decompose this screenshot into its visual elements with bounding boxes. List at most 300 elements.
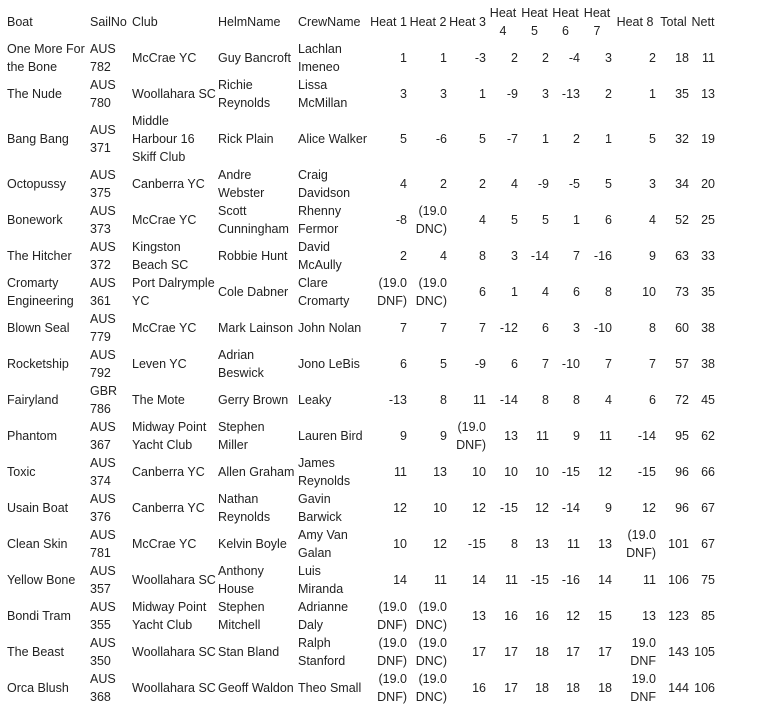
cell-heat-4: 16 [504,609,518,623]
cell-heat-6: 1 [573,213,580,227]
cell-club: Kingston Beach SC [132,240,189,272]
cell-heat-4: 4 [511,177,518,191]
cell-nett: 85 [701,609,715,623]
cell-crew-name: Rhenny Fermor [298,204,342,236]
cell-heat-7: 11 [599,429,612,443]
cell-heat-2: -6 [435,132,447,146]
cell-heat-6: 12 [566,609,580,623]
cell-boat: One More For the Bone [7,42,85,74]
cell-heat-5: 18 [535,681,549,695]
cell-nett: 66 [701,465,715,479]
results-table [6,4,716,706]
cell-nett: 13 [701,87,715,101]
cell-heat-5: -14 [530,249,549,263]
column-header-heat-5: Heat 5 [521,6,548,38]
cell-heat-6: -13 [561,87,580,101]
cell-heat-1: 2 [400,249,407,263]
cell-heat-7: 8 [605,285,612,299]
cell-crew-name: Craig Davidson [298,168,351,200]
cell-nett: 75 [701,573,715,587]
table-row [6,670,716,706]
cell-sail-no: AUS 782 [90,42,116,74]
cell-crew-name: Clare Cromarty [298,276,350,308]
cell-heat-8: 1 [649,87,656,101]
cell-heat-2: (19.0 DNC) [415,204,447,236]
cell-heat-8: 12 [642,501,656,515]
column-header-heat-4: Heat 4 [489,6,517,38]
cell-heat-4: 11 [505,573,518,587]
cell-nett: 45 [701,393,715,407]
cell-heat-6: 3 [573,321,580,335]
cell-heat-3: 1 [479,87,486,101]
cell-crew-name: Amy Van Galan [298,528,348,560]
cell-heat-5: 13 [535,537,549,551]
cell-boat: Usain Boat [7,501,69,515]
cell-helm-name: Gerry Brown [218,393,289,407]
cell-crew-name: Luis Miranda [298,564,344,596]
column-header-total: Total [660,15,687,29]
cell-heat-2: 9 [440,429,447,443]
cell-heat-8: 6 [649,393,656,407]
cell-boat: Octopussy [7,177,67,191]
cell-crew-name: Lachlan Imeneo [298,42,342,74]
cell-helm-name: Cole Dabner [218,285,289,299]
cell-heat-1: 6 [400,357,407,371]
cell-nett: 67 [701,537,715,551]
cell-heat-3: 16 [472,681,486,695]
cell-heat-6: 7 [573,249,580,263]
cell-total: 144 [668,681,689,695]
cell-sail-no: AUS 350 [90,636,116,668]
cell-heat-7: -16 [593,249,612,263]
cell-crew-name: Jono LeBis [298,357,360,371]
cell-sail-no: AUS 371 [90,123,116,155]
cell-heat-8: 7 [649,357,656,371]
cell-heat-7: 9 [605,501,612,515]
cell-boat: Bang Bang [7,132,69,146]
cell-helm-name: Kelvin Boyle [218,537,287,551]
cell-heat-7: 14 [598,573,612,587]
cell-sail-no: GBR 786 [90,384,118,416]
cell-heat-2: 8 [440,393,447,407]
cell-heat-4: 17 [504,645,518,659]
cell-boat: The Beast [7,645,64,659]
cell-total: 106 [668,573,689,587]
cell-heat-3: 10 [472,465,486,479]
table-row [6,634,716,670]
cell-helm-name: Stan Bland [218,645,280,659]
cell-heat-1: 14 [393,573,407,587]
cell-heat-4: -12 [499,321,518,335]
table-row [6,112,716,166]
cell-heat-5: 3 [542,87,549,101]
cell-heat-3: -15 [467,537,486,551]
cell-crew-name: David McAully [298,240,342,272]
cell-sail-no: AUS 367 [90,420,116,452]
cell-heat-3: 7 [479,321,486,335]
cell-helm-name: Mark Lainson [218,321,294,335]
cell-club: McCrae YC [132,537,197,551]
cell-crew-name: Leaky [298,393,332,407]
cell-helm-name: Nathan Reynolds [218,492,271,524]
cell-total: 101 [668,537,689,551]
table-row [6,238,716,274]
cell-sail-no: AUS 376 [90,492,116,524]
cell-club: Woollahara SC [132,645,216,659]
cell-heat-1: 10 [393,537,407,551]
cell-nett: 20 [701,177,715,191]
cell-sail-no: AUS 375 [90,168,116,200]
cell-heat-8: 4 [649,213,656,227]
column-header-heat-7: Heat 7 [583,6,611,38]
cell-helm-name: Richie Reynolds [218,78,271,110]
cell-heat-3: 6 [479,285,486,299]
cell-helm-name: Anthony House [218,564,264,596]
cell-heat-2: (19.0 DNC) [415,672,447,704]
cell-heat-8: 10 [642,285,656,299]
cell-heat-5: 5 [542,213,549,227]
cell-heat-1: 9 [400,429,407,443]
cell-heat-8: 5 [649,132,656,146]
cell-heat-8: 13 [642,609,656,623]
cell-heat-1: 3 [400,87,407,101]
cell-heat-7: -10 [593,321,612,335]
cell-sail-no: AUS 368 [90,672,116,704]
cell-heat-6: -14 [561,501,580,515]
cell-total: 52 [675,213,689,227]
cell-heat-5: 7 [542,357,549,371]
cell-heat-6: 11 [567,537,580,551]
cell-heat-4: 5 [511,213,518,227]
cell-heat-4: 8 [511,537,518,551]
cell-crew-name: Alice Walker [298,132,367,146]
cell-heat-3: 17 [472,645,486,659]
column-header-heat-1: Heat 1 [370,15,407,29]
cell-heat-2: (19.0 DNC) [415,636,447,668]
cell-boat: The Nude [7,87,62,101]
cell-heat-4: 6 [511,357,518,371]
cell-helm-name: Scott Cunningham [218,204,289,236]
cell-nett: 33 [701,249,715,263]
column-header-heat-8: Heat 8 [616,15,654,29]
cell-helm-name: Allen Graham [218,465,295,479]
table-row [6,274,716,310]
column-header-heat-3: Heat 3 [449,15,486,29]
cell-club: Leven YC [132,357,187,371]
cell-total: 35 [675,87,689,101]
cell-heat-6: 2 [573,132,580,146]
cell-heat-5: 8 [542,393,549,407]
cell-club: Woollahara SC [132,87,216,101]
cell-club: Midway Point Yacht Club [132,420,207,452]
cell-crew-name: Gavin Barwick [298,492,342,524]
cell-total: 63 [675,249,689,263]
cell-heat-6: -5 [568,177,580,191]
cell-boat: Clean Skin [7,537,68,551]
table-row [6,454,716,490]
cell-heat-8: 8 [649,321,656,335]
cell-heat-7: 4 [605,393,612,407]
cell-boat: Phantom [7,429,58,443]
cell-heat-2: 2 [440,177,447,191]
cell-heat-8: 11 [643,573,656,587]
cell-heat-1: (19.0 DNF) [377,276,407,308]
cell-heat-3: 13 [472,609,486,623]
column-header-helmname: HelmName [218,15,281,29]
cell-sail-no: AUS 373 [90,204,116,236]
cell-boat: Toxic [7,465,36,479]
cell-heat-5: 2 [542,51,549,65]
cell-boat: Fairyland [7,393,59,407]
cell-crew-name: Lauren Bird [298,429,363,443]
cell-heat-7: 7 [605,357,612,371]
cell-heat-5: 10 [535,465,549,479]
cell-boat: Blown Seal [7,321,70,335]
cell-sail-no: AUS 372 [90,240,116,272]
cell-heat-6: 9 [573,429,580,443]
cell-heat-6: -15 [561,465,580,479]
table-row [6,526,716,562]
cell-nett: 38 [701,357,715,371]
cell-heat-5: 18 [535,645,549,659]
cell-sail-no: AUS 780 [90,78,116,110]
table-row [6,562,716,598]
cell-helm-name: Rick Plain [218,132,274,146]
cell-helm-name: Geoff Waldon [218,681,294,695]
cell-heat-4: 3 [511,249,518,263]
cell-heat-7: 18 [598,681,612,695]
cell-crew-name: Adrianne Daly [298,600,349,632]
cell-club: McCrae YC [132,213,197,227]
cell-crew-name: James Reynolds [298,456,351,488]
cell-heat-1: -8 [395,213,407,227]
cell-heat-4: -14 [499,393,518,407]
table-row [6,40,716,76]
table-row [6,598,716,634]
cell-heat-5: -15 [530,573,549,587]
cell-total: 96 [675,501,689,515]
table-row [6,490,716,526]
cell-heat-8: -15 [637,465,656,479]
cell-crew-name: Ralph Stanford [298,636,346,668]
cell-heat-5: 11 [536,429,549,443]
cell-heat-2: 11 [434,573,447,587]
cell-heat-8: 3 [649,177,656,191]
cell-total: 32 [675,132,689,146]
cell-total: 60 [675,321,689,335]
cell-total: 57 [675,357,689,371]
cell-heat-5: 4 [542,285,549,299]
cell-heat-7: 13 [598,537,612,551]
cell-total: 143 [668,645,689,659]
cell-nett: 35 [701,285,715,299]
cell-nett: 25 [701,213,715,227]
cell-heat-8: 2 [649,51,656,65]
cell-heat-3: -3 [474,51,486,65]
cell-heat-3: -9 [474,357,486,371]
cell-heat-4: 2 [511,51,518,65]
cell-heat-5: -9 [537,177,549,191]
cell-heat-1: (19.0 DNF) [377,672,407,704]
cell-heat-7: 15 [598,609,612,623]
table-row [6,166,716,202]
cell-heat-5: 1 [542,132,549,146]
cell-crew-name: Theo Small [298,681,362,695]
cell-heat-7: 17 [598,645,612,659]
cell-heat-4: -9 [506,87,518,101]
cell-heat-8: -14 [637,429,656,443]
cell-club: McCrae YC [132,51,197,65]
cell-heat-7: 6 [605,213,612,227]
cell-heat-3: 4 [479,213,486,227]
cell-boat: Cromarty Engineering [7,276,74,308]
cell-heat-1: 12 [393,501,407,515]
results-body [6,40,716,706]
cell-boat: Rocketship [7,357,69,371]
column-header-boat: Boat [7,15,33,29]
cell-crew-name: Lissa McMillan [298,78,348,110]
cell-heat-1: (19.0 DNF) [377,600,407,632]
cell-heat-3: 12 [472,501,486,515]
table-row [6,202,716,238]
column-header-heat-6: Heat 6 [552,6,579,38]
table-row [6,76,716,112]
cell-heat-2: 1 [440,51,447,65]
cell-heat-4: -7 [506,132,518,146]
cell-heat-1: 1 [400,51,407,65]
column-header-heat-2: Heat 2 [409,15,447,29]
table-row [6,310,716,346]
cell-nett: 62 [701,429,715,443]
cell-helm-name: Adrian Beswick [218,348,264,380]
column-header-club: Club [132,15,158,29]
cell-total: 34 [675,177,689,191]
cell-heat-2: 7 [440,321,447,335]
cell-heat-4: -15 [499,501,518,515]
cell-total: 18 [675,51,689,65]
cell-sail-no: AUS 374 [90,456,116,488]
cell-boat: Yellow Bone [7,573,76,587]
cell-heat-3: 11 [473,393,486,407]
cell-heat-2: 3 [440,87,447,101]
cell-crew-name: John Nolan [298,321,362,335]
cell-heat-1: 11 [394,465,407,479]
cell-heat-7: 12 [598,465,612,479]
cell-heat-7: 2 [605,87,612,101]
cell-heat-1: -13 [388,393,407,407]
cell-sail-no: AUS 357 [90,564,116,596]
cell-heat-2: 12 [433,537,447,551]
cell-heat-4: 1 [511,285,518,299]
cell-sail-no: AUS 779 [90,312,116,344]
cell-heat-6: -4 [568,51,580,65]
cell-helm-name: Stephen Miller [218,420,265,452]
cell-heat-3: 14 [472,573,486,587]
cell-total: 73 [675,285,689,299]
cell-club: Woollahara SC [132,573,216,587]
cell-club: Midway Point Yacht Club [132,600,207,632]
cell-boat: Orca Blush [7,681,69,695]
cell-sail-no: AUS 792 [90,348,116,380]
cell-total: 123 [668,609,689,623]
cell-boat: Bonework [7,213,63,227]
cell-heat-4: 17 [504,681,518,695]
cell-boat: Bondi Tram [7,609,71,623]
cell-nett: 19 [701,132,715,146]
cell-heat-3: 2 [479,177,486,191]
cell-heat-5: 6 [542,321,549,335]
cell-heat-1: 7 [400,321,407,335]
cell-club: McCrae YC [132,321,197,335]
table-row [6,418,716,454]
cell-heat-6: -10 [561,357,580,371]
cell-club: Middle Harbour 16 Skiff Club [132,114,195,164]
cell-heat-2: 4 [440,249,447,263]
cell-heat-5: 16 [535,609,549,623]
cell-heat-1: (19.0 DNF) [377,636,407,668]
cell-heat-6: 8 [573,393,580,407]
column-header-nett: Nett [691,15,715,29]
cell-sail-no: AUS 361 [90,276,116,308]
cell-club: Canberra YC [132,501,205,515]
cell-heat-8: 9 [649,249,656,263]
cell-total: 96 [675,465,689,479]
cell-nett: 11 [702,51,715,65]
cell-helm-name: Robbie Hunt [218,249,288,263]
cell-heat-3: 5 [479,132,486,146]
cell-club: Port Dalrymple YC [132,276,215,308]
cell-helm-name: Andre Webster [218,168,265,200]
table-row [6,346,716,382]
cell-total: 72 [675,393,689,407]
cell-total: 95 [675,429,689,443]
cell-boat: The Hitcher [7,249,72,263]
cell-helm-name: Guy Bancroft [218,51,291,65]
cell-nett: 67 [701,501,715,515]
cell-heat-1: 5 [400,132,407,146]
table-row [6,382,716,418]
cell-club: Canberra YC [132,177,205,191]
cell-heat-8: (19.0 DNF) [626,528,656,560]
cell-heat-4: 10 [504,465,518,479]
cell-heat-8: 19.0 DNF [630,636,656,668]
cell-sail-no: AUS 781 [90,528,116,560]
cell-heat-4: 13 [504,429,518,443]
results-header [6,4,716,40]
header-row [6,4,716,40]
cell-heat-7: 3 [605,51,612,65]
cell-heat-5: 12 [535,501,549,515]
cell-nett: 105 [694,645,715,659]
cell-heat-3: 8 [479,249,486,263]
cell-nett: 106 [694,681,715,695]
cell-club: Canberra YC [132,465,205,479]
column-header-sailno: SailNo [90,15,127,29]
cell-heat-2: (19.0 DNC) [415,600,447,632]
cell-helm-name: Stephen Mitchell [218,600,265,632]
cell-nett: 38 [701,321,715,335]
cell-heat-6: 6 [573,285,580,299]
cell-heat-6: -16 [561,573,580,587]
cell-heat-2: (19.0 DNC) [415,276,447,308]
cell-club: The Mote [132,393,185,407]
cell-heat-3: (19.0 DNF) [456,420,486,452]
cell-heat-8: 19.0 DNF [630,672,656,704]
cell-sail-no: AUS 355 [90,600,116,632]
cell-heat-6: 17 [566,645,580,659]
cell-heat-2: 13 [433,465,447,479]
cell-heat-1: 4 [400,177,407,191]
